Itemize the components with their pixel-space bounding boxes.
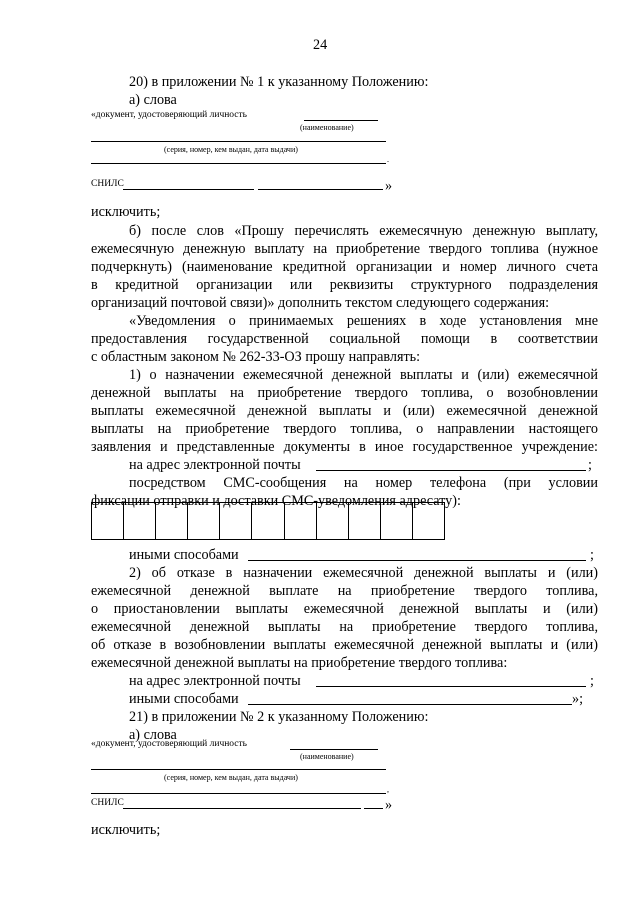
phone-cell[interactable] [285,502,317,540]
email-semicolon-1: ; [588,457,592,473]
form2-snils-label: СНИЛС [91,798,124,808]
form2-line-3-dot: , [387,785,389,794]
para-b-line-2: ежемесячную денежную выплату на приобретение твердого топлива (нужное [91,241,598,257]
phone-cell[interactable] [349,502,381,540]
phone-number-grid[interactable] [91,502,445,540]
phone-cell[interactable] [92,502,124,540]
form2-close-quote: » [385,797,393,813]
form1-snils-line-2 [258,189,383,190]
other-semicolon-1: ; [590,547,594,563]
para-b-line-5: организаций почтовой связи)» дополнить текстом следующего содержания: [91,295,550,311]
form2-details-caption: (серия, номер, кем выдан, дата выдачи) [164,773,298,782]
email-semicolon-2: ; [590,673,594,689]
form1-doc-label: «документ, удостоверяющий личность [91,110,247,120]
other-label-1: иными способами [129,547,239,563]
sub2-line-5: об отказе в возобновлении выплаты ежемесячной денежной выплаты и (или) [91,637,598,653]
form1-line-2 [91,141,386,142]
form1-naim-caption: (наименование) [300,123,354,132]
other-field-1[interactable] [248,546,586,561]
phone-cell[interactable] [188,502,220,540]
sub1-line-3: выплаты ежемесячной денежной выплаты и (или) ежемесячной денежной [91,403,598,419]
notif-line-2: предоставления государственной социальной помощи в соответствии [91,331,598,347]
form1-snils-label: СНИЛС [91,179,124,189]
form2-snils-line-2 [364,808,383,809]
para-b-line-1: б) после слов «Прошу перечислять ежемесячную денежную выплату, [129,223,598,239]
phone-cell[interactable] [413,502,445,540]
notif-line-1: «Уведомления о принимаемых решениях в ходе установления мне [129,313,598,329]
form1-close-quote: » [385,178,393,194]
isklyuchit-2: исключить; [91,822,161,838]
para-b-line-3: подчеркнуть) (наименование кредитной организации и номер личного счета [91,259,598,275]
sub2-line-6: ежемесячной денежной выплаты на приобретение твердого топлива: [91,655,508,671]
email-field-2[interactable] [316,672,586,687]
close-quote-semicolon: »; [572,691,584,707]
sms-line-1: посредством СМС-сообщения на номер телефона (при условии [129,475,598,491]
form2-line-2 [91,769,386,770]
email-field-1[interactable] [316,456,586,471]
item-20-heading: 20) в приложении № 1 к указанному Положению: [129,74,429,90]
form1-line-3 [91,163,386,164]
email-label-2: на адрес электронной почты [129,673,301,689]
form1-line-3-dot: . [387,155,389,164]
other-label-2: иными способами [129,691,239,707]
phone-cell[interactable] [156,502,188,540]
form2-doc-line [290,749,378,750]
phone-cell[interactable] [317,502,349,540]
phone-cell[interactable] [381,502,413,540]
notif-line-3: с областным законом № 262-33-ОЗ прошу направлять: [91,349,421,365]
form2-line-3 [91,793,386,794]
sub1-line-2: денежной выплаты на приобретение твердого топлива, о возобновлении [91,385,598,401]
form1-doc-line [304,120,378,121]
item-20-a: а) слова [129,92,177,108]
form2-doc-label: «документ, удостоверяющий личность [91,739,247,749]
sub2-line-3: о приостановлении выплаты ежемесячной денежной выплаты и (или) [91,601,598,617]
sub2-line-1: 2) об отказе в назначении ежемесячной денежной выплаты и (или) [129,565,598,581]
sub1-line-4: выплаты на приобретение твердого топлива, о направлении настоящего [91,421,598,437]
item-21-heading: 21) в приложении № 2 к указанному Положению: [129,709,429,725]
sub1-line-5: заявления и представленные документы в иное государственное учреждение: [91,439,598,455]
sub1-line-1: 1) о назначении ежемесячной денежной выплаты и (или) ежемесячной [129,367,598,383]
other-field-2[interactable] [248,690,572,705]
sub2-line-4: ежемесячной денежной выплаты на приобретение твердого топлива, [91,619,598,635]
sub2-line-2: ежемесячной денежной выплате на приобретение твердого топлива, [91,583,598,599]
form1-snils-line-1 [123,189,254,190]
email-label-1: на адрес электронной почты [129,457,301,473]
page-number: 24 [313,37,328,53]
form1-details-caption: (серия, номер, кем выдан, дата выдачи) [164,145,298,154]
form2-naim-caption: (наименование) [300,752,354,761]
phone-cell[interactable] [124,502,156,540]
isklyuchit-1: исключить; [91,204,161,220]
item-21-a: а) слова [129,727,177,743]
form2-snils-line-1 [123,808,361,809]
sms-line-2: фиксации отправки и доставки СМС-уведомления адресату): [91,493,461,509]
phone-cell[interactable] [252,502,284,540]
phone-cell[interactable] [220,502,252,540]
para-b-line-4: в кредитной организации или реквизиты структурного подразделения [91,277,598,293]
